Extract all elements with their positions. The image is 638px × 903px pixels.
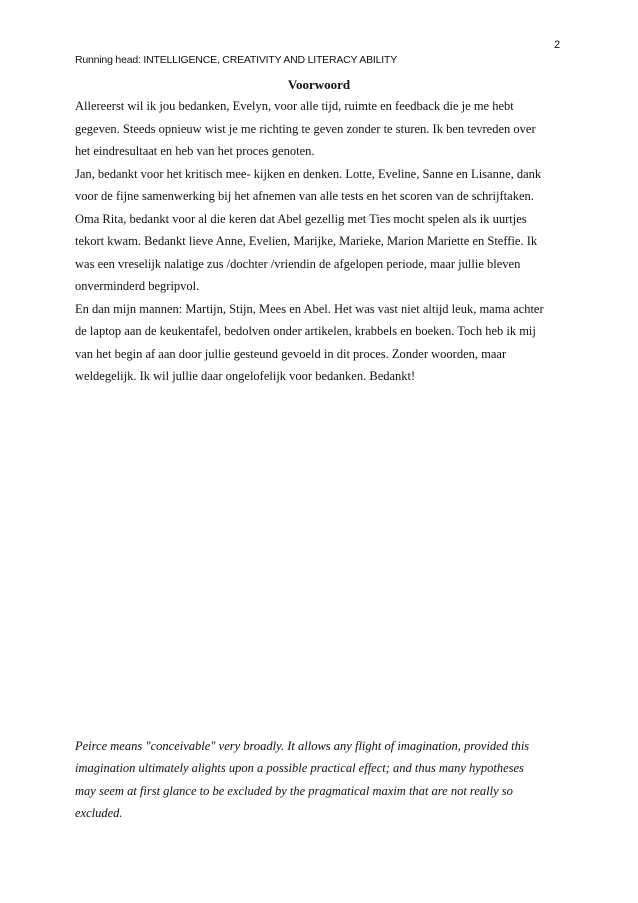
quote-line: may seem at first glance to be excluded by the pragmatical maxim that are not really so (75, 783, 513, 798)
text-line: voor de fijne samenwerking bij het afnemen van alle tests en het scoren van de schrijftaken. (75, 189, 534, 203)
text-line: weldegelijk. Ik wil jullie daar ongelofelijk voor bedanken. Bedankt! (75, 369, 416, 383)
text-line: Oma Rita, bedankt voor al die keren dat Abel gezellig met Ties mocht spelen als ik uurtjes (75, 211, 527, 226)
text-line: En dan mijn mannen: Martijn, Stijn, Mees en Abel. Het was vast niet altijd leuk, mama achter (75, 301, 544, 316)
text-line: de laptop aan de keukentafel, bedolven onder artikelen, krabbels en boeken. Toch heb ik mij (75, 324, 536, 338)
text-line: Allereerst wil ik jou bedanken, Evelyn, voor alle tijd, ruimte en feedback die je me hebt (75, 99, 514, 113)
text-line: Jan, bedankt voor het kritisch mee- kijken en denken. Lotte, Eveline, Sanne en Lisanne, dank (75, 166, 542, 181)
section-title: Voorwoord (287, 77, 351, 92)
text-line: van het begin af aan door jullie gesteund gevoeld in dit proces. Zonder woorden, maar (75, 346, 507, 361)
quote-line: Peirce means "conceivable" very broadly. It allows any flight of imagination, provided this (75, 739, 530, 753)
quote-line: imagination ultimately alights upon a possible practical effect; and thus many hypotheses (75, 761, 524, 776)
text-line: gegeven. Steeds opnieuw wist je me richting te geven zonder te sturen. Ik ben tevreden over (75, 121, 536, 136)
text-line: het eindresultaat en heb van het proces genoten. (75, 144, 315, 158)
running-head: Running head: INTELLIGENCE, CREATIVITY AND LITERACY ABILITY (75, 54, 398, 66)
text-line: was een vreselijk nalatige zus /dochter /vriendin de afgelopen periode, maar jullie bleven (75, 256, 521, 271)
acknowledgements-text (75, 95, 575, 388)
quote-block (75, 735, 575, 824)
page-number: 2 (554, 39, 561, 51)
text-line: onverminderd begripvol. (75, 279, 200, 293)
quote-line: excluded. (75, 805, 123, 820)
text-line: tekort kwam. Bedankt lieve Anne, Evelien, Marijke, Marieke, Marion Mariette en Steffie. Ik (75, 234, 538, 248)
